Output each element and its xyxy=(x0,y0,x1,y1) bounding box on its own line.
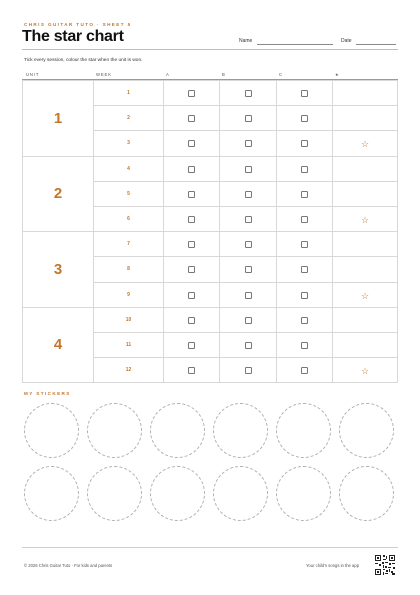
star-cell xyxy=(333,282,398,307)
session-checkbox-a[interactable] xyxy=(188,115,195,122)
star-cell xyxy=(333,307,398,332)
page-title: The star chart xyxy=(22,28,124,45)
session-checkbox-c[interactable] xyxy=(301,166,308,173)
session-checkbox-a[interactable] xyxy=(188,140,195,147)
week-number: 12 xyxy=(94,358,164,383)
instructions: Tick every session, colour the star when the unit is won. xyxy=(24,58,143,63)
qr-code-icon xyxy=(375,555,395,575)
session-checkbox-b[interactable] xyxy=(245,115,252,122)
session-checkbox-a[interactable] xyxy=(188,90,195,97)
name-label: Name xyxy=(239,38,253,44)
star-cell xyxy=(333,181,398,206)
unit-star-icon[interactable]: ☆ xyxy=(360,215,370,226)
session-cell-b xyxy=(220,358,277,383)
session-cell-a xyxy=(164,358,220,383)
star-cell xyxy=(333,358,398,383)
week-number: 9 xyxy=(94,282,164,307)
column-header-star: ★ xyxy=(335,72,340,77)
session-checkbox-c[interactable] xyxy=(301,140,308,147)
session-checkbox-b[interactable] xyxy=(245,90,252,97)
unit-number: 4 xyxy=(23,307,94,383)
session-checkbox-c[interactable] xyxy=(301,216,308,223)
session-cell-c xyxy=(277,106,333,131)
session-cell-c xyxy=(277,206,333,231)
session-cell-c xyxy=(277,181,333,206)
session-cell-c xyxy=(277,257,333,282)
session-cell-b xyxy=(220,232,277,257)
name-field-line[interactable] xyxy=(257,44,333,45)
sheet-kicker: CHRIS GUITAR TUTO · SHEET 5 xyxy=(24,22,132,27)
sticker-slot[interactable] xyxy=(150,466,205,521)
session-cell-c xyxy=(277,156,333,181)
table-row xyxy=(23,232,398,257)
star-cell xyxy=(333,332,398,357)
unit-star-icon[interactable]: ☆ xyxy=(360,290,370,301)
table-row xyxy=(23,307,398,332)
session-cell-c xyxy=(277,81,333,106)
footer-app-note: Your child's songs in the app xyxy=(306,563,360,568)
session-cell-a xyxy=(164,257,220,282)
week-number: 5 xyxy=(94,181,164,206)
session-checkbox-b[interactable] xyxy=(245,216,252,223)
session-cell-c xyxy=(277,282,333,307)
session-checkbox-b[interactable] xyxy=(245,367,252,374)
session-checkbox-b[interactable] xyxy=(245,140,252,147)
session-cell-a xyxy=(164,282,220,307)
footer-copyright: © 2026 Chris Guitar Tuto · For kids and parents xyxy=(24,563,113,568)
session-cell-a xyxy=(164,232,220,257)
date-label: Date xyxy=(341,38,352,44)
unit-star-icon[interactable]: ☆ xyxy=(360,139,370,150)
session-checkbox-a[interactable] xyxy=(188,292,195,299)
unit-number: 1 xyxy=(23,81,94,157)
sticker-slot[interactable] xyxy=(213,403,268,458)
session-cell-c xyxy=(277,232,333,257)
session-checkbox-c[interactable] xyxy=(301,241,308,248)
sticker-slot[interactable] xyxy=(213,466,268,521)
session-cell-b xyxy=(220,332,277,357)
session-cell-b xyxy=(220,156,277,181)
session-checkbox-b[interactable] xyxy=(245,241,252,248)
session-cell-a xyxy=(164,131,220,156)
column-header-a: A xyxy=(166,72,170,77)
session-cell-b xyxy=(220,106,277,131)
session-cell-b xyxy=(220,181,277,206)
week-number: 3 xyxy=(94,131,164,156)
unit-star-icon[interactable]: ☆ xyxy=(360,366,370,377)
session-checkbox-a[interactable] xyxy=(188,216,195,223)
sticker-slot[interactable] xyxy=(87,466,142,521)
week-number: 11 xyxy=(94,332,164,357)
session-cell-b xyxy=(220,131,277,156)
session-cell-a xyxy=(164,206,220,231)
session-cell-b xyxy=(220,307,277,332)
week-number: 8 xyxy=(94,257,164,282)
sticker-slot[interactable] xyxy=(24,466,79,521)
session-checkbox-c[interactable] xyxy=(301,292,308,299)
session-cell-b xyxy=(220,257,277,282)
star-cell xyxy=(333,131,398,156)
session-checkbox-c[interactable] xyxy=(301,367,308,374)
session-checkbox-c[interactable] xyxy=(301,342,308,349)
session-cell-c xyxy=(277,131,333,156)
column-header-week: WEEK xyxy=(96,72,112,77)
session-cell-c xyxy=(277,307,333,332)
session-checkbox-b[interactable] xyxy=(245,166,252,173)
sticker-slot[interactable] xyxy=(276,466,331,521)
week-number: 7 xyxy=(94,232,164,257)
star-cell xyxy=(333,232,398,257)
session-checkbox-b[interactable] xyxy=(245,342,252,349)
session-checkbox-c[interactable] xyxy=(301,191,308,198)
session-cell-a xyxy=(164,181,220,206)
session-checkbox-a[interactable] xyxy=(188,266,195,273)
column-header-unit: UNIT xyxy=(26,72,40,77)
session-cell-a xyxy=(164,81,220,106)
session-cell-a xyxy=(164,156,220,181)
date-field-line[interactable] xyxy=(356,44,396,45)
star-cell xyxy=(333,206,398,231)
sticker-slot[interactable] xyxy=(150,403,205,458)
column-header-b: B xyxy=(222,72,226,77)
session-cell-c xyxy=(277,358,333,383)
session-cell-c xyxy=(277,332,333,357)
session-cell-b xyxy=(220,206,277,231)
table-row xyxy=(23,81,398,106)
footer-divider xyxy=(22,547,398,548)
star-cell xyxy=(333,81,398,106)
sticker-slot[interactable] xyxy=(339,466,394,521)
session-checkbox-a[interactable] xyxy=(188,317,195,324)
session-cell-a xyxy=(164,106,220,131)
session-checkbox-c[interactable] xyxy=(301,266,308,273)
star-cell xyxy=(333,156,398,181)
session-checkbox-c[interactable] xyxy=(301,317,308,324)
column-header-c: C xyxy=(279,72,283,77)
unit-number: 2 xyxy=(23,156,94,232)
session-checkbox-b[interactable] xyxy=(245,191,252,198)
week-number: 10 xyxy=(94,307,164,332)
session-checkbox-c[interactable] xyxy=(301,90,308,97)
sticker-slot[interactable] xyxy=(24,403,79,458)
session-checkbox-b[interactable] xyxy=(245,292,252,299)
sticker-slot[interactable] xyxy=(339,403,394,458)
table-row xyxy=(23,156,398,181)
week-number: 1 xyxy=(94,81,164,106)
session-checkbox-a[interactable] xyxy=(188,367,195,374)
star-cell xyxy=(333,257,398,282)
sticker-slot[interactable] xyxy=(276,403,331,458)
week-number: 4 xyxy=(94,156,164,181)
session-checkbox-b[interactable] xyxy=(245,317,252,324)
session-checkbox-a[interactable] xyxy=(188,191,195,198)
session-cell-b xyxy=(220,282,277,307)
stickers-label: MY STICKERS xyxy=(24,391,71,396)
unit-number: 3 xyxy=(23,232,94,308)
session-checkbox-c[interactable] xyxy=(301,115,308,122)
star-chart-table xyxy=(22,80,398,383)
session-checkbox-a[interactable] xyxy=(188,166,195,173)
week-number: 2 xyxy=(94,106,164,131)
session-checkbox-b[interactable] xyxy=(245,266,252,273)
session-cell-b xyxy=(220,81,277,106)
week-number: 6 xyxy=(94,206,164,231)
header-divider xyxy=(22,49,398,50)
star-cell xyxy=(333,106,398,131)
session-cell-a xyxy=(164,307,220,332)
session-cell-a xyxy=(164,332,220,357)
sticker-slot[interactable] xyxy=(87,403,142,458)
session-checkbox-a[interactable] xyxy=(188,342,195,349)
session-checkbox-a[interactable] xyxy=(188,241,195,248)
